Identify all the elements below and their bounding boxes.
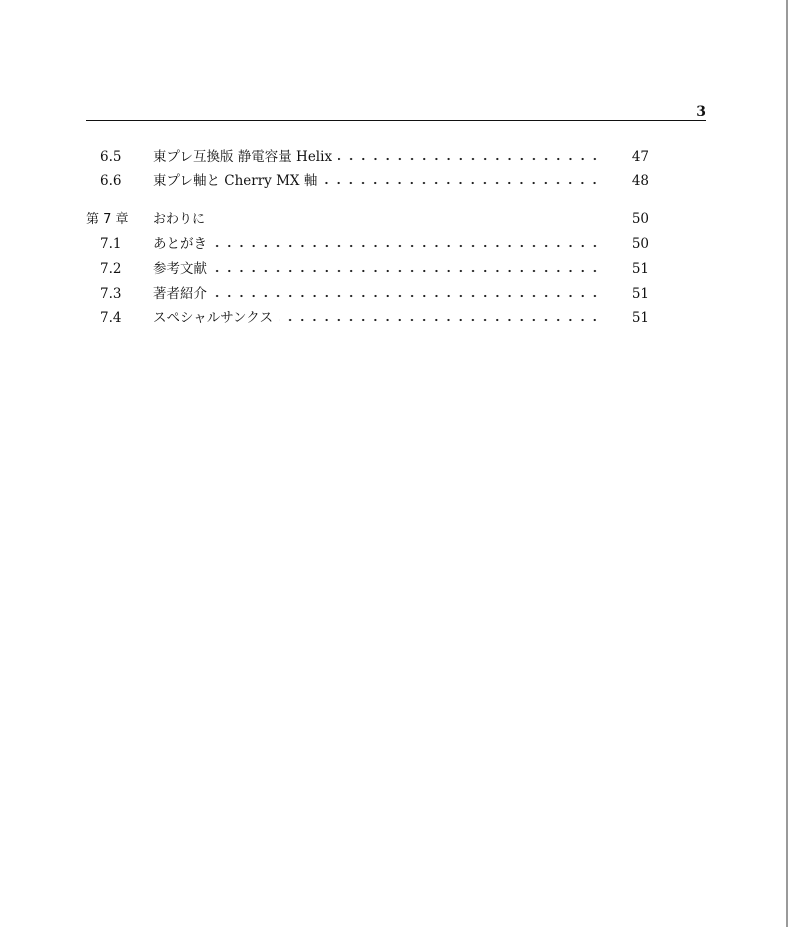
section-title: あとがき <box>153 236 207 252</box>
toc-entry[interactable] <box>86 169 649 189</box>
page-ref: 50 <box>631 236 649 252</box>
toc-entry[interactable] <box>86 232 649 252</box>
section-title: 東プレ軸と Cherry MX 軸 <box>153 173 318 189</box>
leader-dots <box>338 151 601 161</box>
page-ref: 48 <box>631 173 649 189</box>
leader-dots <box>323 175 601 185</box>
section-number: 7.3 <box>100 286 122 302</box>
page-ref: 51 <box>631 310 649 326</box>
header-rule <box>86 120 706 121</box>
section-number: 7.2 <box>100 261 122 277</box>
toc-entry[interactable] <box>86 257 649 277</box>
page-ref: 47 <box>631 149 649 165</box>
toc-entry[interactable] <box>86 145 649 165</box>
section-title: 参考文献 <box>153 261 207 277</box>
page-ref: 51 <box>631 261 649 277</box>
page-ref: 51 <box>631 286 649 302</box>
chapter-title: おわりに <box>153 212 206 227</box>
leader-dots <box>279 312 601 322</box>
section-number: 6.6 <box>100 173 122 189</box>
leader-dots <box>213 263 601 273</box>
toc-entry[interactable] <box>86 282 649 302</box>
toc-entry[interactable] <box>86 306 649 326</box>
toc-chapter[interactable] <box>86 208 649 228</box>
leader-dots <box>213 238 601 248</box>
section-number: 7.4 <box>100 310 122 326</box>
section-number: 6.5 <box>100 149 122 165</box>
leader-dots <box>213 288 601 298</box>
section-title: スペシャルサンクス <box>153 310 274 326</box>
page-number: 3 <box>696 104 706 120</box>
section-title: 著者紹介 <box>153 286 207 302</box>
section-number: 7.1 <box>100 236 122 252</box>
chapter-number: 第 7 章 <box>86 212 129 227</box>
section-title: 東プレ互換版 静電容量 Helix <box>153 149 333 165</box>
page-ref: 50 <box>631 211 649 227</box>
